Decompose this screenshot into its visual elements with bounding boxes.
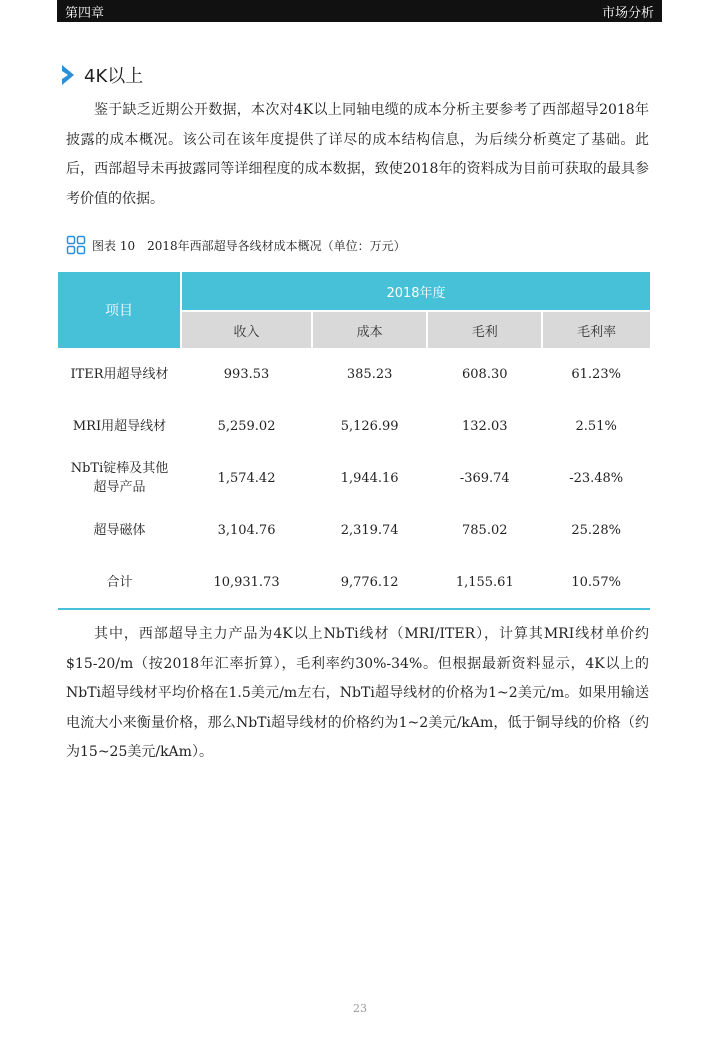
- table-row: [58, 348, 650, 400]
- row-cost: 1,944.16: [340, 470, 399, 486]
- row-profit: 608.30: [462, 366, 508, 382]
- table-row: [58, 504, 650, 556]
- table-row-total: [58, 556, 650, 609]
- table-caption: [66, 234, 406, 256]
- row-name: MRI用超导线材: [72, 418, 167, 434]
- row-name: ITER用超导线材: [70, 366, 169, 382]
- page-number: 23: [353, 1002, 367, 1015]
- row-profit: -369.74: [459, 470, 510, 486]
- caption-text: 图表 10 2018年西部超导各线材成本概况（单位：万元）: [92, 238, 406, 253]
- row-name: 合计: [58, 556, 181, 609]
- row-name-line2: 超导产品: [93, 480, 146, 495]
- row-profit: 785.02: [462, 522, 508, 538]
- row-revenue: 993.53: [223, 366, 270, 382]
- row-profit: 132.03: [462, 418, 508, 434]
- row-margin: 10.57%: [542, 556, 650, 609]
- row-cost: 9,776.12: [312, 556, 427, 609]
- section-heading: [60, 62, 143, 88]
- header-revenue: 收入: [181, 311, 312, 348]
- row-profit: 1,155.61: [427, 556, 542, 609]
- row-margin: 61.23%: [571, 366, 621, 382]
- table-row: [58, 452, 650, 504]
- row-name: [58, 452, 181, 504]
- page-header: [57, 0, 662, 22]
- header-year: 2018年度: [181, 272, 650, 311]
- row-cost: 385.23: [346, 366, 393, 382]
- row-cost: 2,319.74: [340, 522, 399, 538]
- row-margin: 2.51%: [575, 418, 617, 434]
- header-item: 项目: [58, 272, 181, 348]
- row-revenue: 10,931.73: [181, 556, 312, 609]
- section-label: 市场分析: [601, 5, 654, 21]
- section-title: 4K以上: [84, 66, 144, 87]
- row-name: 超导磁体: [93, 522, 146, 538]
- row-revenue: 5,259.02: [217, 418, 276, 434]
- header-margin: 毛利率: [542, 311, 650, 348]
- grid-icon: [66, 235, 86, 255]
- intro-paragraph: 鉴于缺乏近期公开数据，本次对4K以上同轴电缆的成本分析主要参考了西部超导2018年披露的成本概况。该公司在该年度提供了详尽的成本结构信息，为后续分析奠定了基础。此后，西部超导未再披露同等详细程度的成本数据，致使2018年的资料成为目前可获取的最具参考价值的依据。: [66, 102, 649, 207]
- chevron-right-icon: [60, 64, 76, 86]
- cost-table: [58, 272, 650, 610]
- table-row: [58, 400, 650, 452]
- row-margin: 25.28%: [571, 522, 621, 538]
- row-margin: -23.48%: [569, 470, 624, 486]
- row-revenue: 1,574.42: [217, 470, 276, 486]
- analysis-paragraph: 其中，西部超导主力产品为4K以上NbTi线材（MRI/ITER），计算其MRI线材单价约$15-20/m（按2018年汇率折算），毛利率约30%-34%。但根据最新资料显示，4K以上的NbTi超导线材平均价格在1.5美元/m左右，NbTi超导线材的价格为1~2美元/m。如果用输送电流大小来衡量价格，那么NbTi超导线材的价格约为1~2美元/kAm，低于铜导线的价格（约为15~25美元/kAm）。: [66, 626, 649, 760]
- header-cost: 成本: [312, 311, 427, 348]
- header-profit: 毛利: [427, 311, 542, 348]
- row-revenue: 3,104.76: [217, 522, 276, 538]
- row-name-line1: NbTi锭棒及其他: [70, 461, 169, 476]
- row-cost: 5,126.99: [340, 418, 399, 434]
- chapter-label: 第四章: [65, 5, 105, 21]
